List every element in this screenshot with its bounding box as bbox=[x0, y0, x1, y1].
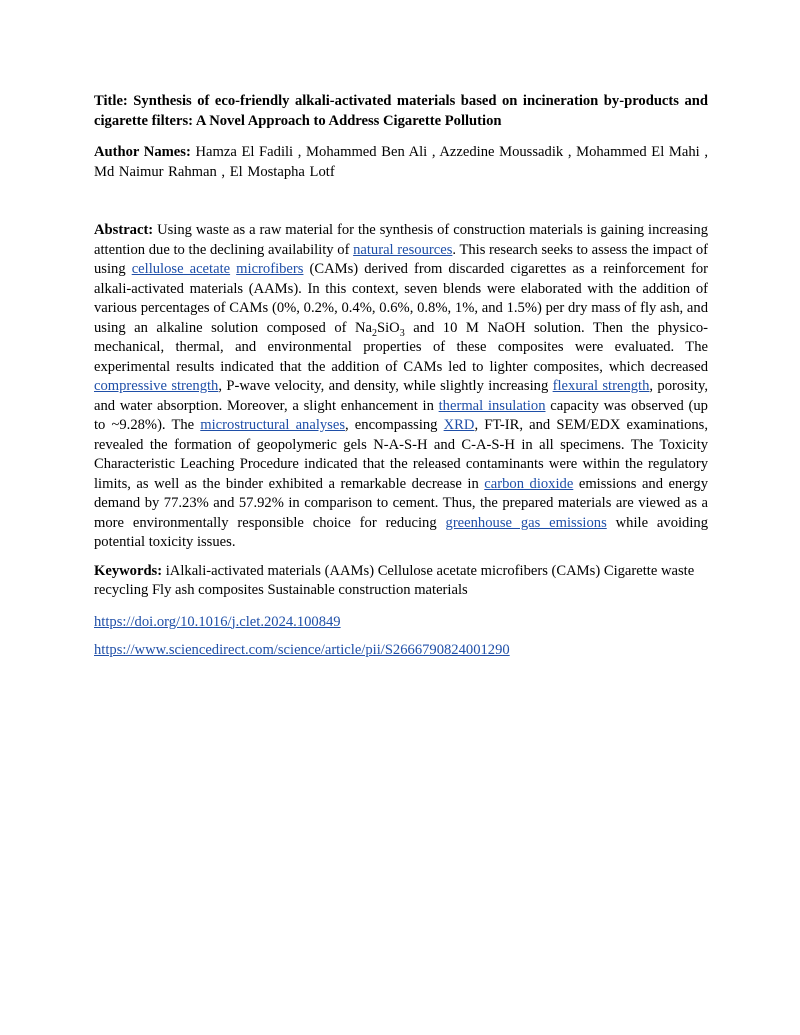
title-label: Title: bbox=[94, 93, 128, 109]
doi-link-row bbox=[94, 613, 708, 633]
paper-title bbox=[94, 92, 708, 131]
author-names bbox=[94, 143, 708, 182]
abstract-text: and 10 M NaOH solution. Then the physico-mechanical, thermal, and environmental properties of these composites were evaluated. The experimental results indicated that the addition of CAMs led to lighter composites, which decreased bbox=[94, 319, 708, 375]
link-thermal-insulation[interactable]: thermal insulation bbox=[438, 397, 546, 414]
author-names-label: Author Names: bbox=[94, 144, 191, 160]
link-natural-resources[interactable]: natural resources bbox=[353, 241, 453, 258]
abstract-text: , FT-IR, and SEM/EDX examinations, revealed the formation of geopolymeric gels N-A-S-H and C-A-S-H in all specimens. The Toxicity Characteristic Leaching Procedure indicated that the released contaminants were within the regulatory limits, as well as the binder exhibited a remarkable decrease in bbox=[94, 417, 708, 492]
document-page bbox=[94, 92, 708, 661]
link-greenhouse-gas-emissions[interactable]: greenhouse gas emissions bbox=[445, 514, 607, 531]
title-text: Synthesis of eco-friendly alkali-activated materials based on incineration by-products and cigarette filters: A Novel Approach to Address Cigarette Pollution bbox=[94, 93, 708, 129]
reference-links bbox=[94, 613, 708, 661]
author-names-text: Hamza El Fadili , Mohammed Ben Ali , Azzedine Moussadik , Mohammed El Mahi , Md Naimur Rahman , El Mostapha Lotf bbox=[94, 144, 709, 180]
link-carbon-dioxide[interactable]: carbon dioxide bbox=[484, 475, 574, 492]
keywords-text: iAlkali-activated materials (AAMs) Cellulose acetate microfibers (CAMs) Cigarette waste recycling Fly ash composites Sustainable construction materials bbox=[94, 562, 695, 598]
keywords-label: Keywords: bbox=[94, 562, 163, 579]
abstract-text: Using waste as a raw material for the synthesis of construction materials is gaining increasing attention due to the declining availability of bbox=[94, 222, 708, 258]
abstract-paragraph bbox=[94, 221, 708, 553]
doi-link[interactable]: https://doi.org/10.1016/j.clet.2024.100849 bbox=[94, 613, 341, 630]
subscript: 2 bbox=[372, 327, 377, 339]
abstract-text: SiO bbox=[377, 319, 400, 336]
abstract-text: , encompassing bbox=[345, 417, 444, 433]
abstract-text: . This research seeks to assess the impact of using bbox=[94, 241, 708, 277]
subscript: 3 bbox=[399, 327, 405, 339]
abstract-text: , P-wave velocity, and density, while slightly increasing bbox=[218, 378, 553, 394]
link-xrd[interactable]: XRD bbox=[443, 417, 475, 433]
abstract-text: emissions and energy demand by 77.23% and 57.92% in comparison to cement. Thus, the prepared materials are viewed as a more environmentally responsible choice for reducing bbox=[94, 475, 708, 531]
link-microstructural-analyses[interactable]: microstructural analyses bbox=[200, 417, 346, 433]
abstract-text: (CAMs) derived from discarded cigarettes as a reinforcement for alkali-activated materials (AAMs). In this context, seven blends were elaborated with the addition of various percentages of CAMs (0%, 0.2%, 0.4%, 0.6%, 0.8%, 1%, and 1.5%) per dry mass of fly ash, and using an alkaline solution composed of Na bbox=[94, 261, 709, 336]
sciencedirect-link[interactable]: https://www.sciencedirect.com/science/article/pii/S2666790824001290 bbox=[94, 642, 510, 658]
abstract-label: Abstract: bbox=[94, 222, 154, 238]
link-flexural-strength[interactable]: flexural strength bbox=[552, 378, 650, 394]
abstract-text: capacity was observed (up to ~9.28%). The bbox=[94, 397, 708, 433]
link-cellulose-acetate[interactable]: cellulose acetate bbox=[131, 261, 231, 277]
link-microfibers[interactable]: microfibers bbox=[236, 261, 304, 277]
abstract-text: , porosity, and water absorption. Moreover, a slight enhancement in bbox=[94, 378, 708, 414]
link-compressive-strength[interactable]: compressive strength bbox=[94, 378, 219, 394]
sciencedirect-link-row bbox=[94, 641, 708, 661]
keywords-paragraph bbox=[94, 562, 708, 601]
abstract-text: while avoiding potential toxicity issues. bbox=[94, 514, 708, 550]
